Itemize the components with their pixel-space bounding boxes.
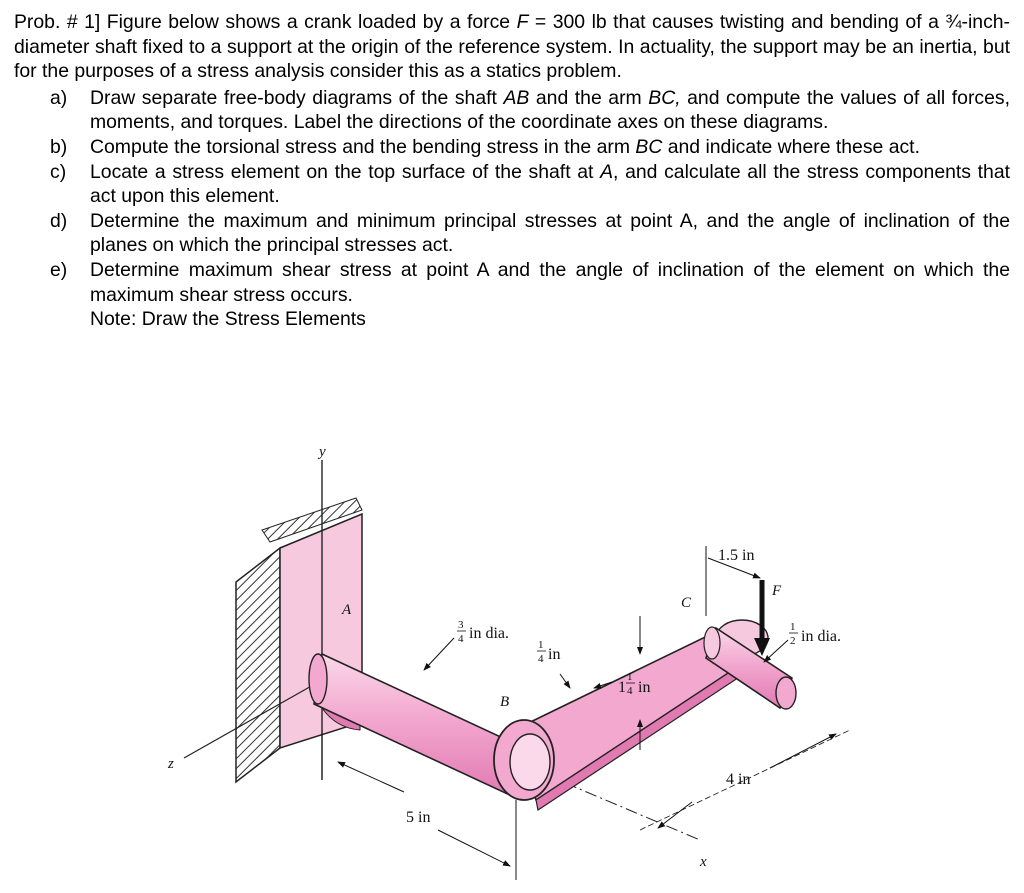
text-segment: Compute the torsional stress and the bending stress in the arm [90,135,636,158]
svg-text:1: 1 [618,679,626,696]
text-segment: Determine the maximum and minimum principal stresses at point A, and the angle of inclination of the planes on which the principal stresses act. [90,209,1010,257]
svg-text:1: 1 [538,639,544,651]
text-segment: , and calculate all the stress components that act upon this element. [90,160,1011,208]
label-a: A [342,602,352,618]
wall-support [236,498,362,782]
y-axis-label: y [319,444,326,460]
dim-shaft-dia-text: in dia. [469,625,509,642]
problem-part [14,209,1010,258]
dim-shaft-dia [424,619,509,670]
x-axis-label: x [700,854,707,870]
svg-text:1: 1 [790,621,796,633]
problem-text [14,10,1010,332]
label-b: B [500,694,510,710]
problem-part-marker: e) [50,258,68,281]
dim-force-offset [706,546,760,616]
svg-text:3: 3 [458,619,464,631]
problem-part [14,86,1010,135]
svg-text:4: 4 [458,633,464,645]
problem-part [14,258,1010,307]
dim-arm-thickness [537,639,570,688]
crank-figure [0,430,1024,893]
text-segment: BC, [648,86,681,109]
dim-arm-length [640,730,850,830]
problem-intro-text [14,11,1010,82]
dim-arm-thickness-text: in [548,646,561,663]
problem-part [14,135,1010,160]
problem-parts-list [14,86,1010,307]
text-segment: and indicate where these act. [662,135,920,158]
dim-shaft-length-text: 5 in [406,809,431,826]
problem-header: Prob. # 1] [14,11,101,33]
label-c: C [681,595,692,611]
svg-text:4: 4 [627,685,633,697]
dim-arm-length-text: 4 in [726,771,751,788]
text-segment: A [600,160,614,183]
text-segment: Figure below shows a crank loaded by a force [100,11,517,33]
problem-part-marker: b) [50,135,68,158]
z-axis-label: z [168,756,174,772]
problem-part-marker: d) [50,209,68,232]
text-segment: and the arm [529,86,649,109]
problem-intro [14,10,1010,84]
dim-force-offset-text: 1.5 in [718,547,755,564]
dim-pin-dia-text: in dia. [801,628,841,645]
problem-part-marker: a) [50,86,68,109]
text-segment: AB [503,86,530,109]
text-segment: and compute the values of all forces, moments, and torques. Label the directions of the coordinate axes on these diagrams. [90,86,1010,134]
text-segment: BC [635,135,663,158]
problem-part-marker: c) [50,160,67,183]
label-f: F [772,583,782,599]
svg-text:4: 4 [538,653,544,665]
dim-pin-dia [764,621,841,662]
problem-part [14,160,1010,209]
dim-arm-width-text: in [638,679,651,696]
text-segment: F [516,11,529,33]
text-segment: Locate a stress element on the top surface of the shaft at [90,160,601,183]
problem-note: Note: Draw the Stress Elements [90,308,366,331]
text-segment: Determine maximum shear stress at point A and the angle of inclination of the element on which the maximum shear stress occurs. [90,258,1010,306]
text-segment: = 300 lb that causes twisting and bending of a ¾-inch-diameter shaft fixed to a support at the origin of the reference system. In actuality, the support may be an inertia, but for the purposes of a stress analysis consider this as a statics problem. [14,11,1011,83]
svg-text:2: 2 [790,635,796,647]
text-segment: Draw separate free-body diagrams of the shaft [90,86,504,109]
svg-text:1: 1 [627,671,633,683]
